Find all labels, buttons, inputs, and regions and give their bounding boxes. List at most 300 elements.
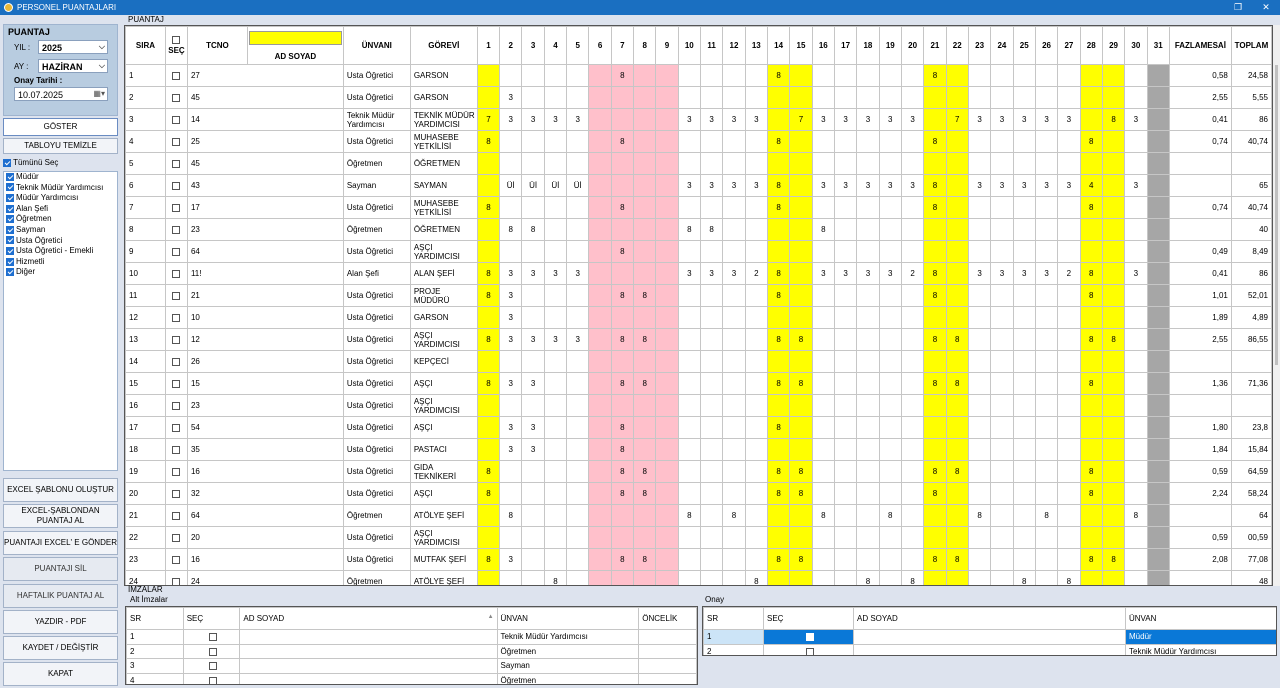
- sig-select-cell[interactable]: [183, 644, 240, 659]
- col-day[interactable]: 6: [589, 27, 611, 65]
- day-cell[interactable]: [812, 461, 834, 483]
- day-cell[interactable]: [1058, 373, 1080, 395]
- day-cell[interactable]: [857, 549, 879, 571]
- col-day[interactable]: 18: [857, 27, 879, 65]
- day-cell[interactable]: 8: [477, 461, 499, 483]
- day-cell[interactable]: [968, 373, 990, 395]
- day-cell[interactable]: 8: [790, 373, 812, 395]
- day-cell[interactable]: [544, 461, 566, 483]
- day-cell[interactable]: [700, 241, 722, 263]
- restore-icon[interactable]: ❐: [1233, 2, 1243, 12]
- day-cell[interactable]: [634, 175, 656, 197]
- approval-row[interactable]: [704, 630, 1278, 645]
- day-cell[interactable]: [946, 505, 968, 527]
- day-cell[interactable]: [991, 329, 1013, 351]
- day-cell[interactable]: [745, 153, 767, 175]
- day-cell[interactable]: [1058, 87, 1080, 109]
- day-cell[interactable]: 8: [634, 285, 656, 307]
- day-cell[interactable]: [767, 241, 789, 263]
- day-cell[interactable]: [522, 307, 544, 329]
- col-day[interactable]: 24: [991, 27, 1013, 65]
- day-cell[interactable]: [1147, 329, 1169, 351]
- day-cell[interactable]: [968, 549, 990, 571]
- select-all-checkbox[interactable]: [3, 159, 11, 167]
- day-cell[interactable]: [857, 65, 879, 87]
- col-day[interactable]: 27: [1058, 27, 1080, 65]
- day-cell[interactable]: [1125, 395, 1147, 417]
- day-cell[interactable]: [924, 395, 946, 417]
- day-cell[interactable]: 8: [1080, 549, 1102, 571]
- day-cell[interactable]: [1102, 571, 1124, 587]
- day-cell[interactable]: 8: [1058, 571, 1080, 587]
- signature-row[interactable]: [127, 659, 697, 674]
- day-cell[interactable]: [1035, 461, 1057, 483]
- print-pdf-button[interactable]: YAZDIR - PDF: [3, 610, 118, 634]
- day-cell[interactable]: [901, 131, 923, 153]
- col-day[interactable]: 2: [500, 27, 522, 65]
- table-row[interactable]: [126, 65, 1272, 87]
- day-cell[interactable]: [1058, 395, 1080, 417]
- row-select-cell[interactable]: [165, 483, 187, 505]
- day-cell[interactable]: [1102, 197, 1124, 219]
- day-cell[interactable]: [723, 483, 745, 505]
- day-cell[interactable]: 8: [544, 571, 566, 587]
- day-cell[interactable]: [745, 307, 767, 329]
- day-cell[interactable]: [1125, 153, 1147, 175]
- day-cell[interactable]: 3: [879, 109, 901, 131]
- day-cell[interactable]: [834, 153, 856, 175]
- day-cell[interactable]: [656, 241, 678, 263]
- day-cell[interactable]: [1125, 549, 1147, 571]
- day-cell[interactable]: [634, 395, 656, 417]
- day-cell[interactable]: 8: [767, 417, 789, 439]
- day-cell[interactable]: Üİ: [567, 175, 589, 197]
- day-cell[interactable]: 8: [1080, 461, 1102, 483]
- day-cell[interactable]: [723, 439, 745, 461]
- day-cell[interactable]: [611, 175, 633, 197]
- day-cell[interactable]: [901, 417, 923, 439]
- day-cell[interactable]: [745, 461, 767, 483]
- day-cell[interactable]: [1013, 527, 1035, 549]
- day-cell[interactable]: [589, 109, 611, 131]
- day-cell[interactable]: [790, 505, 812, 527]
- day-cell[interactable]: [522, 549, 544, 571]
- day-cell[interactable]: [901, 153, 923, 175]
- day-cell[interactable]: [1035, 307, 1057, 329]
- day-cell[interactable]: [1080, 109, 1102, 131]
- day-cell[interactable]: [656, 417, 678, 439]
- day-cell[interactable]: [1147, 65, 1169, 87]
- day-cell[interactable]: [1147, 373, 1169, 395]
- day-cell[interactable]: [879, 307, 901, 329]
- day-cell[interactable]: [567, 571, 589, 587]
- day-cell[interactable]: [924, 571, 946, 587]
- table-row[interactable]: [126, 263, 1272, 285]
- day-cell[interactable]: [991, 351, 1013, 373]
- day-cell[interactable]: [589, 87, 611, 109]
- day-cell[interactable]: [1147, 131, 1169, 153]
- day-cell[interactable]: [678, 351, 700, 373]
- day-cell[interactable]: [767, 219, 789, 241]
- day-cell[interactable]: [1147, 549, 1169, 571]
- day-cell[interactable]: [901, 483, 923, 505]
- col-day[interactable]: 31: [1147, 27, 1169, 65]
- day-cell[interactable]: 8: [611, 549, 633, 571]
- day-cell[interactable]: [589, 571, 611, 587]
- day-cell[interactable]: 3: [1125, 109, 1147, 131]
- row-checkbox[interactable]: [172, 204, 180, 212]
- col-fazlamesai[interactable]: FAZLAMESAİ: [1169, 27, 1231, 65]
- day-cell[interactable]: [611, 87, 633, 109]
- table-row[interactable]: [126, 329, 1272, 351]
- table-row[interactable]: [126, 197, 1272, 219]
- row-select-cell[interactable]: [165, 87, 187, 109]
- day-cell[interactable]: [745, 395, 767, 417]
- table-row[interactable]: [126, 527, 1272, 549]
- day-cell[interactable]: [834, 131, 856, 153]
- day-cell[interactable]: 8: [1013, 571, 1035, 587]
- approval-row[interactable]: [704, 644, 1278, 656]
- day-cell[interactable]: 8: [1080, 263, 1102, 285]
- day-cell[interactable]: [968, 329, 990, 351]
- day-cell[interactable]: [745, 131, 767, 153]
- appr-checkbox[interactable]: [806, 648, 814, 656]
- day-cell[interactable]: [857, 285, 879, 307]
- day-cell[interactable]: [567, 549, 589, 571]
- day-cell[interactable]: 8: [924, 285, 946, 307]
- day-cell[interactable]: [901, 505, 923, 527]
- day-cell[interactable]: [1125, 219, 1147, 241]
- day-cell[interactable]: 2: [1058, 263, 1080, 285]
- day-cell[interactable]: [968, 285, 990, 307]
- day-cell[interactable]: 3: [500, 285, 522, 307]
- day-cell[interactable]: [522, 241, 544, 263]
- day-cell[interactable]: 3: [812, 175, 834, 197]
- row-select-cell[interactable]: [165, 175, 187, 197]
- day-cell[interactable]: [790, 285, 812, 307]
- day-cell[interactable]: [901, 527, 923, 549]
- day-cell[interactable]: [1013, 351, 1035, 373]
- day-cell[interactable]: [1058, 417, 1080, 439]
- day-cell[interactable]: [656, 65, 678, 87]
- day-cell[interactable]: 3: [745, 175, 767, 197]
- day-cell[interactable]: Üİ: [500, 175, 522, 197]
- day-cell[interactable]: [879, 87, 901, 109]
- close-icon[interactable]: ✕: [1262, 2, 1270, 12]
- day-cell[interactable]: [924, 153, 946, 175]
- day-cell[interactable]: [656, 461, 678, 483]
- save-change-button[interactable]: KAYDET / DEĞİŞTİR: [3, 636, 118, 660]
- day-cell[interactable]: [968, 87, 990, 109]
- day-cell[interactable]: 3: [1125, 263, 1147, 285]
- day-cell[interactable]: [991, 153, 1013, 175]
- day-cell[interactable]: [1058, 461, 1080, 483]
- day-cell[interactable]: [812, 197, 834, 219]
- day-cell[interactable]: [745, 527, 767, 549]
- row-checkbox[interactable]: [172, 490, 180, 498]
- day-cell[interactable]: [678, 439, 700, 461]
- day-cell[interactable]: [857, 395, 879, 417]
- day-cell[interactable]: [1102, 505, 1124, 527]
- day-cell[interactable]: 3: [879, 175, 901, 197]
- day-cell[interactable]: 2: [745, 263, 767, 285]
- day-cell[interactable]: [857, 131, 879, 153]
- row-checkbox[interactable]: [172, 226, 180, 234]
- day-cell[interactable]: [790, 263, 812, 285]
- day-cell[interactable]: [879, 395, 901, 417]
- day-cell[interactable]: 3: [567, 329, 589, 351]
- close-button[interactable]: KAPAT: [3, 662, 118, 686]
- day-cell[interactable]: [522, 131, 544, 153]
- col-day[interactable]: 8: [634, 27, 656, 65]
- day-cell[interactable]: [567, 483, 589, 505]
- day-cell[interactable]: [477, 439, 499, 461]
- day-cell[interactable]: [544, 395, 566, 417]
- day-cell[interactable]: 8: [477, 197, 499, 219]
- day-cell[interactable]: 8: [767, 285, 789, 307]
- row-checkbox[interactable]: [172, 358, 180, 366]
- day-cell[interactable]: 8: [924, 373, 946, 395]
- day-cell[interactable]: [678, 197, 700, 219]
- day-cell[interactable]: [1058, 153, 1080, 175]
- row-select-cell[interactable]: [165, 285, 187, 307]
- day-cell[interactable]: [634, 241, 656, 263]
- day-cell[interactable]: 3: [723, 109, 745, 131]
- day-cell[interactable]: 4: [1080, 175, 1102, 197]
- day-cell[interactable]: 3: [522, 109, 544, 131]
- day-cell[interactable]: [1147, 351, 1169, 373]
- day-cell[interactable]: [790, 439, 812, 461]
- day-cell[interactable]: [477, 175, 499, 197]
- day-cell[interactable]: [678, 395, 700, 417]
- day-cell[interactable]: [812, 65, 834, 87]
- day-cell[interactable]: [968, 241, 990, 263]
- day-cell[interactable]: 8: [946, 329, 968, 351]
- day-cell[interactable]: [968, 483, 990, 505]
- day-cell[interactable]: 3: [812, 263, 834, 285]
- day-cell[interactable]: [700, 439, 722, 461]
- day-cell[interactable]: 8: [477, 373, 499, 395]
- signature-row[interactable]: [127, 673, 697, 685]
- day-cell[interactable]: [745, 417, 767, 439]
- row-select-cell[interactable]: [165, 571, 187, 587]
- sig-select-cell[interactable]: [183, 630, 240, 645]
- day-cell[interactable]: [812, 571, 834, 587]
- day-cell[interactable]: [991, 549, 1013, 571]
- day-cell[interactable]: 3: [991, 109, 1013, 131]
- day-cell[interactable]: [544, 285, 566, 307]
- day-cell[interactable]: [1058, 527, 1080, 549]
- day-cell[interactable]: [589, 241, 611, 263]
- sig-checkbox[interactable]: [209, 633, 217, 641]
- day-cell[interactable]: [656, 131, 678, 153]
- day-cell[interactable]: 8: [857, 571, 879, 587]
- day-cell[interactable]: [857, 197, 879, 219]
- day-cell[interactable]: [522, 351, 544, 373]
- day-cell[interactable]: [723, 65, 745, 87]
- filter-checkbox[interactable]: [6, 173, 14, 181]
- day-cell[interactable]: [1058, 505, 1080, 527]
- day-cell[interactable]: [611, 219, 633, 241]
- day-cell[interactable]: 8: [500, 219, 522, 241]
- day-cell[interactable]: [544, 351, 566, 373]
- day-cell[interactable]: 8: [611, 329, 633, 351]
- day-cell[interactable]: [678, 373, 700, 395]
- day-cell[interactable]: 3: [1035, 263, 1057, 285]
- day-cell[interactable]: [500, 351, 522, 373]
- day-cell[interactable]: [723, 241, 745, 263]
- col-sr[interactable]: SR: [127, 608, 184, 630]
- col-day[interactable]: 25: [1013, 27, 1035, 65]
- day-cell[interactable]: [1102, 241, 1124, 263]
- day-cell[interactable]: [700, 461, 722, 483]
- day-cell[interactable]: [767, 395, 789, 417]
- day-cell[interactable]: 3: [991, 263, 1013, 285]
- day-cell[interactable]: 3: [1125, 175, 1147, 197]
- day-cell[interactable]: 8: [790, 329, 812, 351]
- day-cell[interactable]: [634, 153, 656, 175]
- day-cell[interactable]: [745, 285, 767, 307]
- day-cell[interactable]: [477, 153, 499, 175]
- row-select-cell[interactable]: [165, 395, 187, 417]
- day-cell[interactable]: [1125, 241, 1147, 263]
- col-day[interactable]: 28: [1080, 27, 1102, 65]
- day-cell[interactable]: [678, 241, 700, 263]
- day-cell[interactable]: [834, 329, 856, 351]
- day-cell[interactable]: [656, 285, 678, 307]
- day-cell[interactable]: [500, 131, 522, 153]
- day-cell[interactable]: [656, 439, 678, 461]
- day-cell[interactable]: [611, 351, 633, 373]
- table-row[interactable]: [126, 307, 1272, 329]
- day-cell[interactable]: [723, 131, 745, 153]
- day-cell[interactable]: [901, 197, 923, 219]
- day-cell[interactable]: [500, 241, 522, 263]
- day-cell[interactable]: [723, 153, 745, 175]
- day-cell[interactable]: [1125, 461, 1147, 483]
- appr-select-cell[interactable]: [764, 644, 854, 656]
- day-cell[interactable]: [924, 307, 946, 329]
- day-cell[interactable]: [700, 417, 722, 439]
- day-cell[interactable]: [700, 395, 722, 417]
- day-cell[interactable]: [790, 65, 812, 87]
- day-cell[interactable]: [723, 395, 745, 417]
- day-cell[interactable]: [745, 87, 767, 109]
- day-cell[interactable]: [1102, 351, 1124, 373]
- day-cell[interactable]: [991, 439, 1013, 461]
- day-cell[interactable]: [767, 351, 789, 373]
- day-cell[interactable]: [991, 285, 1013, 307]
- col-adsoyad[interactable]: AD SOYAD: [854, 608, 1126, 630]
- day-cell[interactable]: [1080, 395, 1102, 417]
- day-cell[interactable]: [924, 351, 946, 373]
- day-cell[interactable]: [834, 373, 856, 395]
- delete-puantaj-button[interactable]: PUANTAJI SİL: [3, 557, 118, 581]
- day-cell[interactable]: [1013, 439, 1035, 461]
- day-cell[interactable]: [1035, 241, 1057, 263]
- day-cell[interactable]: [656, 351, 678, 373]
- day-cell[interactable]: [1035, 549, 1057, 571]
- day-cell[interactable]: [745, 351, 767, 373]
- day-cell[interactable]: [700, 527, 722, 549]
- day-cell[interactable]: [991, 417, 1013, 439]
- day-cell[interactable]: 3: [857, 263, 879, 285]
- day-cell[interactable]: [477, 87, 499, 109]
- day-cell[interactable]: [1147, 109, 1169, 131]
- day-cell[interactable]: [745, 219, 767, 241]
- day-cell[interactable]: [500, 197, 522, 219]
- col-day[interactable]: 20: [901, 27, 923, 65]
- day-cell[interactable]: [1013, 87, 1035, 109]
- day-cell[interactable]: [790, 197, 812, 219]
- day-cell[interactable]: [1080, 153, 1102, 175]
- day-cell[interactable]: [1125, 87, 1147, 109]
- day-cell[interactable]: 8: [611, 417, 633, 439]
- table-row[interactable]: [126, 461, 1272, 483]
- day-cell[interactable]: 3: [700, 175, 722, 197]
- col-day[interactable]: 9: [656, 27, 678, 65]
- day-cell[interactable]: 3: [500, 439, 522, 461]
- day-cell[interactable]: [1058, 241, 1080, 263]
- day-cell[interactable]: [790, 417, 812, 439]
- day-cell[interactable]: [767, 527, 789, 549]
- day-cell[interactable]: [500, 153, 522, 175]
- day-cell[interactable]: [1102, 131, 1124, 153]
- day-cell[interactable]: [924, 219, 946, 241]
- day-cell[interactable]: [656, 263, 678, 285]
- day-cell[interactable]: [723, 351, 745, 373]
- filter-item[interactable]: [4, 257, 117, 268]
- day-cell[interactable]: [589, 351, 611, 373]
- day-cell[interactable]: 8: [611, 285, 633, 307]
- day-cell[interactable]: [901, 87, 923, 109]
- day-cell[interactable]: [812, 241, 834, 263]
- day-cell[interactable]: [1102, 263, 1124, 285]
- day-cell[interactable]: [567, 153, 589, 175]
- day-cell[interactable]: [477, 395, 499, 417]
- day-cell[interactable]: 8: [767, 131, 789, 153]
- day-cell[interactable]: 3: [678, 109, 700, 131]
- day-cell[interactable]: [901, 395, 923, 417]
- day-cell[interactable]: [678, 153, 700, 175]
- day-cell[interactable]: [946, 351, 968, 373]
- day-cell[interactable]: [567, 505, 589, 527]
- table-row[interactable]: [126, 549, 1272, 571]
- day-cell[interactable]: [968, 153, 990, 175]
- day-cell[interactable]: [723, 285, 745, 307]
- day-cell[interactable]: 8: [767, 65, 789, 87]
- day-cell[interactable]: [522, 153, 544, 175]
- day-cell[interactable]: [1013, 65, 1035, 87]
- col-day[interactable]: 15: [790, 27, 812, 65]
- day-cell[interactable]: [946, 219, 968, 241]
- day-cell[interactable]: 8: [767, 263, 789, 285]
- day-cell[interactable]: [879, 285, 901, 307]
- day-cell[interactable]: [589, 329, 611, 351]
- day-cell[interactable]: [589, 439, 611, 461]
- day-cell[interactable]: 8: [767, 373, 789, 395]
- day-cell[interactable]: 8: [611, 241, 633, 263]
- day-cell[interactable]: 3: [991, 175, 1013, 197]
- day-cell[interactable]: [544, 65, 566, 87]
- show-button[interactable]: GÖSTER: [3, 118, 118, 136]
- day-cell[interactable]: [1102, 395, 1124, 417]
- col-day[interactable]: 26: [1035, 27, 1057, 65]
- day-cell[interactable]: 3: [879, 263, 901, 285]
- table-row[interactable]: [126, 131, 1272, 153]
- day-cell[interactable]: [1102, 483, 1124, 505]
- day-cell[interactable]: 8: [790, 483, 812, 505]
